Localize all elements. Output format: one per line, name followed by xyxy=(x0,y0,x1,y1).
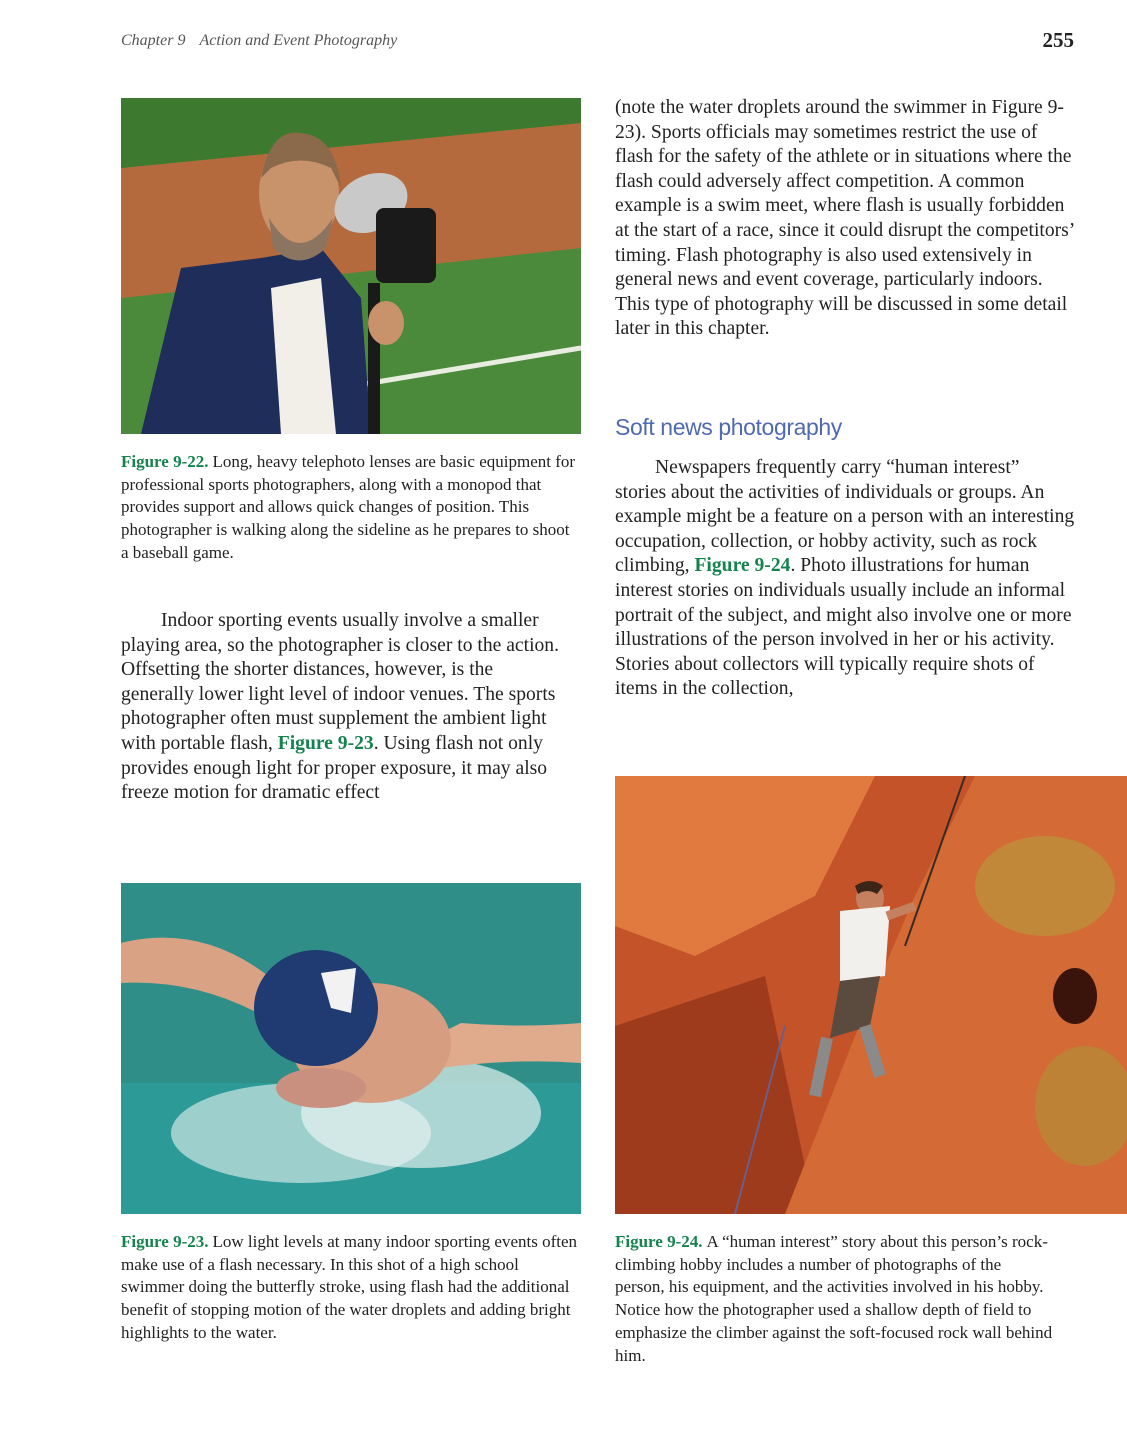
body-paragraph: (note the water droplets around the swimmer in Figure 9-23). Sports officials may sometimes restrict the use of flash for the safety of the athlete or in situations where the flash could adversely affect competition. A common example is a swim meet, where flash is usually forbidden at the start of a race, since it could disrupt the competitors’ timing. Flash photography is also used extensively in general news and event coverage, particularly indoors. This type of photography will be discussed in some detail later in this chapter. xyxy=(615,97,1074,340)
paragraph-text: Newspapers frequently carry “human interest” stories about the activities of individuals or groups. An example might be a feature on a person with an interesting occupation, collection, or hobby activity, such as rock climbing, xyxy=(615,457,1075,577)
figure-9-22-photo xyxy=(121,98,581,434)
page-number: 255 xyxy=(1042,28,1074,52)
figure-reference-link[interactable]: Figure 9-24 xyxy=(694,555,791,577)
figure-reference-link[interactable]: Figure 9-23 xyxy=(277,732,374,754)
figure-label: Figure 9-24. xyxy=(615,1232,703,1251)
body-paragraph xyxy=(615,456,1075,702)
right-column-text xyxy=(615,96,1075,342)
caption-text: A “human interest” story about this person’s rock-climbing hobby includes a number of photographs of the person, his equipment, and the activities involved in his hobby. Notice how the photographer used a shallow depth of field to emphasize the climber against the soft-focused rock wall behind him. xyxy=(615,1232,1053,1365)
caption-text: Low light levels at many indoor sporting events often make use of a flash necessary. In this shot of a high school swimmer doing the butterfly stroke, using flash had the additional benefit of stopping motion of the water droplets and adding bright highlights to the water. xyxy=(121,1232,578,1342)
paragraph-text: . Photo illustrations for human interest stories on individuals usually include an informal portrait of the subject, and might also involve one or more illustrations of the person involved in her or his activity. Stories about collectors will typically require shots of items in the collection, xyxy=(615,555,1072,700)
figure-label: Figure 9-23. xyxy=(121,1232,209,1251)
body-paragraph xyxy=(121,609,566,806)
figure-9-22-caption xyxy=(121,451,581,565)
right-column-text-2 xyxy=(615,456,1075,702)
paragraph-text: . Using flash not only provides enough light for proper exposure, it may also freeze motion for dramatic effect xyxy=(121,732,548,804)
figure-9-23-caption xyxy=(121,1231,581,1345)
left-column-text xyxy=(121,609,566,806)
running-head xyxy=(121,32,397,50)
figure-label: Figure 9-22. xyxy=(121,452,209,471)
figure-9-23-photo xyxy=(121,883,581,1214)
figure-9-24-photo xyxy=(615,776,1127,1214)
chapter-label: Chapter 9 xyxy=(121,32,186,49)
caption-text: Long, heavy telephoto lenses are basic equipment for professional sports photographers, along with a monopod that provides support and allows quick changes of position. This photographer is walking along the sideline as he prepares to shoot a baseball game. xyxy=(121,452,576,562)
chapter-title: Action and Event Photography xyxy=(199,32,398,49)
figure-9-24-caption xyxy=(615,1231,1055,1367)
paragraph-text: Indoor sporting events usually involve a smaller playing area, so the photographer is closer to the action. Offsetting the shorter distances, however, is the generally lower light level of indoor venues. The sports photographer often must supplement the ambient light with portable flash, xyxy=(121,610,559,754)
section-heading: Soft news photography xyxy=(615,414,842,440)
